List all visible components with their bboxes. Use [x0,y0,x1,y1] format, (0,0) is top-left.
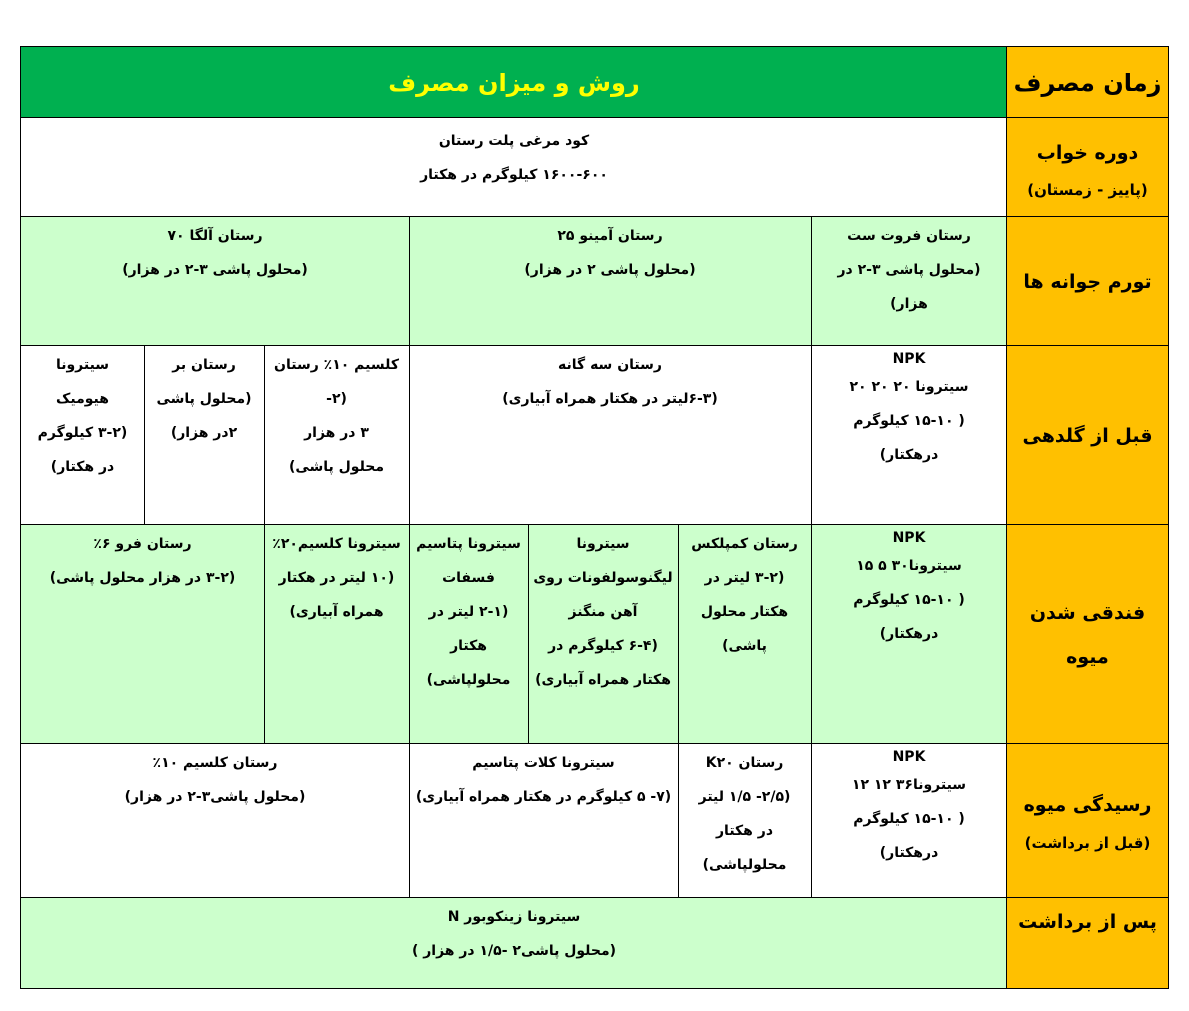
preflower-cell-0-line-1: NPK [892,351,926,367]
time-header [1006,46,1169,119]
time-header-text: زمان مصرف [1013,68,1162,97]
budswell-cell-1-line-2: (محلول پاشی ۲ در هزار) [524,262,696,278]
budswell-cell-0-line-2: (محلول پاشی ۳-۲ در [837,262,981,278]
ripening-cell-1-line-1: رستان K۲۰ [705,755,784,771]
nutset-cell-2-line-5: هکتار همراه آبیاری) [535,672,671,688]
ripening-cell-0-line-4: درهکتار) [879,845,939,861]
budswell-cell-0-line-1: رستان فروت ست [847,228,971,244]
nutset-cell-2-line-3: آهن منگنز [568,604,638,620]
budswell-alga-cell [20,216,410,347]
nutset-cell-2-line-2: لیگنوسولفونات روی [533,570,673,586]
ripening-label [1006,743,1169,899]
preflower-cell-2-line-2: (۲- [326,391,347,407]
ripening-potassium-chelate-cell [408,743,679,899]
ripening-cell-1-line-2: (۲/۵- ۱/۵ لیتر [698,789,791,805]
preflower-label-line-1: قبل از گلدهی [1022,424,1153,447]
ripening-cell-2-line-2: (۷- ۵ کیلوگرم در هکتار همراه آبیاری) [415,789,672,805]
preflower-cell-4-line-1: سیترونا [55,357,110,373]
dormancy-label-line-2: (پاییز - زمستان) [1027,180,1148,199]
nutset-cell-2-line-1: سیترونا [576,536,630,552]
preflower-label [1006,345,1169,526]
preflower-cell-1-line-1: رستان سه گانه [558,357,662,373]
preflower-triple-cell [408,345,812,526]
preflower-cell-2-line-1: کلسیم ۱۰٪ رستان [274,357,399,373]
nutset-label-line-2: میوه [1066,645,1109,668]
nutset-cell-4-line-1: سیترونا کلسیم۲۰٪ [272,536,401,552]
nutset-cell-5-line-1: رستان فرو ۶٪ [93,536,192,552]
postharvest-cell-line-2: (محلول پاشی۲ -۱/۵ در هزار ) [411,943,617,959]
nutset-potassium-phosphate-cell [408,524,529,745]
nutset-cell-0-line-3: ( ۱۵-۱۰ کیلوگرم [853,592,965,608]
budswell-fruitset-cell [810,216,1008,347]
preflower-cell-2-line-3: ۳ در هزار [304,425,369,441]
budswell-amino-cell [408,216,812,347]
nutset-cell-0-line-2: سیترونا۳۰ ۵ ۱۵ [856,558,962,574]
ripening-cell-1-line-3: در هکتار [716,823,773,839]
dormancy-label [1006,117,1169,218]
nutset-cell-1-line-3: هکتار محلول [700,604,789,620]
postharvest-zincobor-cell [20,897,1008,989]
preflower-cell-3-line-2: (محلول پاشی [156,391,252,407]
preflower-cell-4-line-4: در هکتار) [50,459,115,475]
nutset-cell-0-line-4: درهکتار) [879,626,939,642]
nutset-cell-3-line-5: محلولپاشی) [426,672,511,688]
ripening-cell-2-line-1: سیترونا کلات پتاسیم [472,755,615,771]
nutset-complex-cell [677,524,812,745]
nutset-cell-3-line-2: فسفات [442,570,495,586]
dormancy-cell [20,117,1008,218]
nutset-cell-4-line-2: (۱۰ لیتر در هکتار [278,570,395,586]
ripening-cell-0-line-1: NPK [892,749,926,765]
preflower-cell-0-line-3: ( ۱۵-۱۰ کیلوگرم [853,413,965,429]
preflower-calcium-cell [263,345,410,526]
postharvest-cell-line-1: سیترونا زینکوبور N [447,909,581,925]
nutset-cell-3-line-4: هکتار [450,638,487,654]
ripening-k20-cell [677,743,812,899]
nutset-cell-3-line-1: سیترونا پتاسیم [416,536,521,552]
nutset-npk-cell [810,524,1008,745]
ripening-cell-0-line-2: سیترونا۳۶ ۱۲ ۱۲ [851,777,967,793]
nutset-cell-2-line-4: (۶-۴ کیلوگرم در [548,638,658,654]
nutset-label [1006,524,1169,745]
preflower-cell-4-line-2: هیومیک [56,391,109,407]
nutset-iron-cell [20,524,265,745]
postharvest-label-line-1: پس از برداشت [1018,911,1157,933]
budswell-cell-1-line-1: رستان آمینو ۲۵ [557,228,663,244]
ripening-cell-0-line-3: ( ۱۵-۱۰ کیلوگرم [853,811,965,827]
method-header-text: روش و میزان مصرف [388,68,640,97]
budswell-cell-2-line-2: (محلول پاشی ۳-۲ در هزار) [122,262,308,278]
dormancy-label-line-1: دوره خواب [1036,141,1139,164]
nutset-cell-5-line-2: (۳-۲ در هزار محلول پاشی) [49,570,236,586]
preflower-cell-4-line-3: (۳-۲ کیلوگرم [37,425,128,441]
ripening-cell-3-line-2: (محلول پاشی۳-۲ در هزار) [124,789,306,805]
ripening-npk-cell [810,743,1008,899]
budswell-cell-2-line-1: رستان آلگا ۷۰ [167,228,263,244]
dormancy-cell-line-1: کود مرغی پلت رستان [438,133,590,149]
dormancy-cell-line-2: ۱۶۰۰-۶۰۰ کیلوگرم در هکتار [420,167,608,183]
nutset-calcium20-cell [263,524,410,745]
nutset-cell-1-line-2: (۳-۲ لیتر در [704,570,785,586]
preflower-cell-2-line-4: محلول پاشی) [288,459,385,475]
preflower-cell-1-line-2: (۶-۳لیتر در هکتار همراه آبیاری) [502,391,718,407]
ripening-label-line-2: (قبل از برداشت) [1024,834,1151,852]
preflower-humic-cell [20,345,145,526]
budswell-label [1006,216,1169,347]
nutset-cell-1-line-4: پاشی) [722,638,767,654]
nutset-cell-3-line-3: (۲-۱ لیتر در [428,604,509,620]
postharvest-label [1006,897,1169,989]
nutset-cell-1-line-1: رستان کمپلکس [691,536,798,552]
nutset-cell-0-line-1: NPK [892,530,926,546]
budswell-label-line-1: تورم جوانه ها [1023,270,1152,293]
preflower-cell-0-line-2: سیترونا ۲۰ ۲۰ ۲۰ [849,379,969,395]
preflower-boron-cell [143,345,265,526]
nutset-lignosulfonate-cell [527,524,679,745]
ripening-cell-3-line-1: رستان کلسیم ۱۰٪ [152,755,278,771]
nutset-label-line-1: فندقی شدن [1029,601,1146,624]
preflower-cell-3-line-3: ۲در هزار) [170,425,238,441]
preflower-cell-3-line-1: رستان بر [172,357,236,373]
preflower-cell-0-line-4: درهکتار) [879,447,939,463]
ripening-cell-1-line-4: محلولپاشی) [702,857,787,873]
budswell-cell-0-line-3: هزار) [890,296,928,312]
ripening-label-line-1: رسیدگی میوه [1023,794,1152,816]
nutset-cell-4-line-3: همراه آبیاری) [289,604,384,620]
method-header [20,46,1008,119]
ripening-calcium10-cell [20,743,410,899]
preflower-npk-cell [810,345,1008,526]
